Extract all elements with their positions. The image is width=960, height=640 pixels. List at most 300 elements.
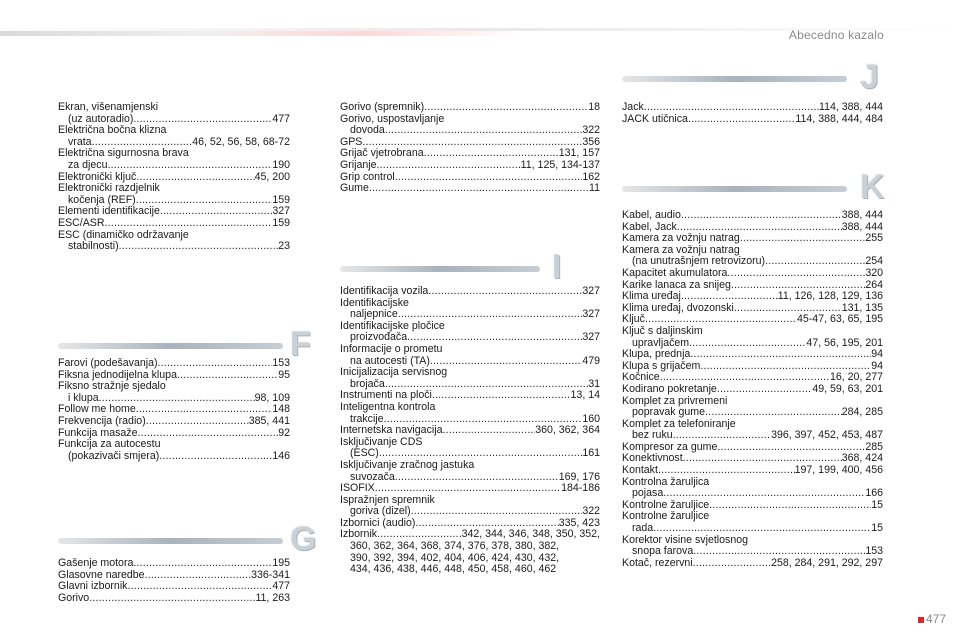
index-entry-line: [58, 558, 290, 570]
index-page-refs: 388, 444: [841, 209, 883, 221]
index-term: Fiksno stražnje sjedalo: [58, 380, 166, 393]
index-term: goriva (dizel): [350, 505, 411, 518]
dot-leader: [375, 483, 561, 495]
index-page-refs: 336-341: [251, 568, 290, 581]
index-entry-line: [58, 416, 290, 428]
section-letter: G: [290, 520, 317, 558]
section-letter: K: [860, 168, 885, 206]
index-term: bez ruku: [632, 429, 673, 442]
index-entry: [58, 558, 290, 570]
index-term: Funkcija masaže: [58, 426, 138, 439]
index-term: proizvođača: [350, 331, 408, 344]
index-page-refs: 94: [871, 359, 883, 372]
index-term: Kontrolne žaruljice: [622, 498, 710, 511]
dot-leader: [644, 102, 819, 114]
dot-leader: [705, 407, 842, 419]
index-term: Konektivnost: [622, 452, 683, 465]
page-marker: [918, 617, 924, 623]
index-term: suvozača: [350, 470, 395, 483]
index-term: Follow me home: [58, 403, 136, 416]
index-term: na autocesti (TA): [350, 354, 430, 367]
index-term: Jack: [622, 101, 644, 113]
index-entry-line: [622, 407, 883, 419]
dot-leader: [432, 390, 571, 402]
index-page-refs: 159: [272, 216, 290, 229]
index-term: Gume: [340, 182, 369, 195]
index-term: dovoda: [350, 124, 385, 137]
index-term: Farovi (podešavanja): [58, 357, 158, 369]
index-entry: [340, 321, 600, 344]
index-term: Identifikacijske: [340, 296, 409, 309]
index-entry: [622, 102, 883, 114]
index-entry: [58, 381, 290, 404]
index-entry: [622, 114, 883, 126]
index-term: ESC/ASR: [58, 216, 105, 229]
dot-leader: [160, 206, 272, 218]
section-header-i: [340, 248, 605, 288]
section-divider-bar: [58, 538, 283, 544]
dot-leader: [424, 102, 588, 114]
index-entry-line: [340, 102, 600, 114]
index-page-refs: 396, 397, 452, 453, 487: [771, 429, 883, 442]
index-entry-line: [622, 349, 883, 361]
index-entry: [58, 416, 290, 428]
index-page-refs: 11: [589, 182, 600, 195]
index-entry: [58, 218, 290, 230]
index-term: Elementi identifikacije: [58, 205, 160, 218]
index-term: Grijač vjetrobrana: [340, 147, 424, 160]
index-term: Klima uređaj, dvozonski: [622, 301, 734, 314]
dot-leader: [411, 506, 583, 518]
index-entry: [58, 125, 290, 148]
dot-leader: [428, 286, 582, 298]
index-entry: [622, 268, 883, 280]
index-page-refs: 327: [272, 205, 290, 218]
index-page-refs: 342, 344, 346, 348, 350, 352,: [461, 528, 600, 541]
dot-leader: [127, 581, 272, 593]
section-letter: I: [552, 248, 562, 286]
index-entry: [340, 367, 600, 390]
header-accent-line: [0, 31, 520, 36]
index-entry-line: [58, 160, 290, 172]
index-entry-line: [622, 465, 883, 477]
index-entry-line: [58, 183, 290, 195]
index-term: Gorivo (spremnik): [340, 101, 425, 113]
index-entry-line: [622, 291, 883, 303]
index-entry-line: [622, 523, 883, 535]
section-divider-bar: [58, 343, 283, 349]
index-entry-line: [340, 183, 600, 195]
index-page-refs: 254: [865, 255, 883, 268]
dot-leader: [105, 218, 273, 230]
index-entry-line: [622, 102, 883, 114]
dot-leader: [89, 593, 255, 605]
index-page-refs: 477: [272, 580, 290, 593]
index-term: Inicijalizacija servisnog: [340, 366, 448, 379]
index-term: Isključivanje zračnog jastuka: [340, 458, 475, 471]
index-term: Karike lanaca za snijeg: [622, 278, 731, 291]
index-entry: [58, 593, 290, 605]
index-page-refs: 47, 56, 195, 201: [806, 336, 883, 349]
index-entry: [340, 344, 600, 367]
index-term: Kontakt: [622, 464, 658, 477]
index-entry-line: [622, 511, 883, 523]
index-page-refs: 11, 126, 128, 129, 136: [777, 290, 883, 303]
index-term: Kabel, audio: [622, 209, 681, 221]
index-term: Kapacitet akumulatora: [622, 266, 728, 279]
dot-leader: [688, 114, 795, 126]
dot-leader: [653, 523, 871, 535]
index-entry-line: [340, 286, 600, 298]
index-term: upravljačem: [632, 336, 690, 349]
index-term: Izbornici (audio): [340, 516, 416, 529]
index-page-refs: 160: [582, 412, 600, 425]
index-page-refs: 114, 388, 444, 484: [795, 112, 883, 125]
page-header-title: Abecedno kazalo: [788, 28, 884, 42]
index-term: Električna sigurnosna brava: [58, 147, 189, 160]
index-entry: [622, 326, 883, 349]
index-entry: [58, 230, 290, 253]
index-term: ISOFIX: [340, 482, 375, 495]
index-entry: [340, 460, 600, 483]
index-entry: [622, 349, 883, 361]
index-entry-line: [622, 268, 883, 280]
index-page-refs: 169, 176: [558, 470, 600, 483]
index-term: Gorivo, uspostavljanje: [340, 112, 445, 125]
index-section-j: [622, 102, 883, 125]
dot-leader: [145, 570, 252, 582]
index-term: Kotač, rezervni: [622, 556, 693, 569]
index-page-refs: 148: [272, 403, 290, 416]
index-term: kočenja (REF): [68, 193, 136, 206]
index-page-refs: 46, 52, 56, 58, 68-72: [192, 135, 290, 148]
index-entry: [622, 245, 883, 268]
index-term: Gorivo: [58, 591, 90, 604]
index-page-refs: 114, 388, 444: [818, 101, 883, 113]
index-column-2-top: [340, 102, 600, 195]
dot-leader: [119, 241, 279, 253]
index-term: JACK utičnica: [622, 112, 688, 125]
index-term: Ključ s daljinskim: [622, 324, 703, 337]
index-page-refs: 284, 285: [841, 406, 883, 419]
index-entry: [340, 529, 600, 575]
index-page-refs: 161: [582, 447, 600, 460]
index-entry-line: [340, 483, 600, 495]
index-term: Grijanje: [340, 158, 377, 171]
index-entry-line: [58, 451, 290, 463]
index-entry-line: [340, 172, 600, 184]
index-page-refs: 11, 263: [255, 591, 290, 604]
index-page-refs: 23: [278, 240, 290, 253]
dot-leader: [385, 125, 583, 137]
index-page-refs: 360, 362, 364: [535, 424, 600, 437]
index-page-refs: 153: [865, 545, 883, 558]
index-page-refs: 49, 59, 63, 201: [812, 382, 883, 395]
section-divider-bar: [622, 76, 847, 82]
index-entry-line: [58, 102, 290, 114]
index-term: rada: [632, 522, 654, 535]
index-term: trakcije: [350, 412, 384, 425]
index-entry: [58, 439, 290, 462]
index-entry: [340, 114, 600, 137]
index-page-refs: 258, 284, 291, 292, 297: [771, 556, 883, 569]
index-page-refs: 388, 444: [841, 220, 883, 233]
index-page-refs: 159: [272, 193, 290, 206]
dot-leader: [740, 233, 866, 245]
index-page-refs: 166: [865, 487, 883, 500]
index-entry-line: [58, 218, 290, 230]
index-page-refs: 385, 441: [248, 414, 290, 427]
index-page-refs: 368, 424: [841, 452, 883, 465]
section-header-j: [622, 58, 890, 98]
index-term: Identifikacija vozila: [340, 285, 429, 297]
index-entry: [622, 465, 883, 477]
index-page-refs: 92: [278, 426, 290, 439]
index-term: Klupa, prednja: [622, 348, 691, 361]
index-entry-line: [340, 564, 600, 576]
index-term: snopa farova: [632, 545, 694, 558]
index-page-refs: 131, 157: [558, 147, 600, 160]
index-page-refs: 322: [582, 124, 600, 137]
index-entry: [340, 483, 600, 495]
index-entry: [58, 183, 290, 206]
index-entry: [340, 286, 600, 298]
index-entry: [622, 511, 883, 534]
index-page-refs: 479: [582, 354, 600, 367]
index-term: Kodirano pokretanje: [622, 382, 717, 395]
index-entry-line: [622, 114, 883, 126]
dot-leader: [709, 500, 871, 512]
dot-leader: [133, 558, 272, 570]
index-page-refs: 13, 14: [570, 389, 600, 402]
index-continuation-text: 360, 362, 364, 368, 374, 376, 378, 380, 382,: [350, 540, 560, 553]
index-page-refs: 18: [588, 101, 600, 113]
dot-leader: [395, 472, 559, 484]
index-entry: [622, 535, 883, 558]
index-term: ESC (dinamičko održavanje: [58, 228, 189, 241]
index-continuation-text: 434, 436, 438, 446, 448, 450, 458, 460, 462: [350, 563, 557, 576]
index-page-refs: 190: [272, 158, 290, 171]
index-entry: [340, 298, 600, 321]
index-entry: [340, 495, 600, 518]
index-term: Kompresor za gume: [622, 440, 718, 453]
index-term: Grip control: [340, 170, 395, 183]
index-entry: [340, 402, 600, 425]
index-term: Glasovne naredbe: [58, 568, 145, 581]
index-term: Frekvencija (radio): [58, 414, 146, 427]
dot-leader: [717, 384, 812, 396]
index-page-refs: 197, 199, 400, 456: [794, 464, 883, 477]
index-term: (ESC): [350, 447, 379, 460]
dot-leader: [681, 210, 842, 222]
index-term: Elektronički razdjelnik: [58, 182, 160, 195]
index-term: Električna bočna klizna: [58, 124, 167, 137]
index-entry: [340, 437, 600, 460]
index-term: pojasa: [632, 487, 664, 500]
section-divider-bar: [622, 186, 847, 192]
index-page-refs: 356: [582, 135, 600, 148]
dot-leader: [430, 356, 582, 368]
index-entry-line: [340, 367, 600, 379]
index-term: Glavni izbornik: [58, 580, 128, 593]
index-section-i: [340, 286, 600, 576]
index-section-k: [622, 210, 883, 569]
index-page-refs: 45, 200: [254, 170, 290, 183]
index-page-refs: 335, 423: [558, 516, 600, 529]
index-entry-line: [340, 402, 600, 414]
dot-leader: [369, 183, 589, 195]
index-page-refs: 162: [582, 170, 600, 183]
section-header-k: [622, 168, 890, 208]
index-page-refs: 98, 109: [254, 391, 290, 404]
index-term: Internetska navigacija: [340, 424, 443, 437]
dot-leader: [377, 160, 521, 172]
section-letter: F: [290, 325, 311, 363]
index-term: Fiksna jednodijelna klupa: [58, 368, 177, 381]
index-continuation-text: 390, 392, 394, 402, 404, 406, 424, 430, 432,: [350, 551, 560, 564]
index-entry: [340, 160, 600, 172]
dot-leader: [146, 416, 249, 428]
index-entry-line: [340, 125, 600, 137]
index-page-refs: 322: [582, 505, 600, 518]
index-term: Kamera za vožnju natrag: [622, 243, 740, 256]
index-term: GPS: [340, 135, 363, 148]
index-entry: [340, 425, 600, 437]
section-letter: J: [860, 58, 879, 96]
dot-leader: [765, 256, 865, 268]
index-entry: [340, 172, 600, 184]
index-term: Ispražnjen spremnik: [340, 493, 435, 506]
index-term: za djecu: [68, 158, 108, 171]
index-column-1-top: [58, 102, 290, 253]
index-page-refs: 320: [865, 266, 883, 279]
index-term: Ključ: [622, 313, 645, 326]
index-page-refs: 31: [588, 377, 600, 390]
dot-leader: [177, 370, 278, 382]
index-page-refs: 285: [865, 440, 883, 453]
index-page-refs: 264: [865, 278, 883, 291]
index-term: Ekran, višenamjenski: [58, 101, 159, 113]
index-term: Kabel, Jack: [622, 220, 677, 233]
index-term: Kontrolna žaruljica: [622, 475, 710, 488]
index-term: Funkcija za autocestu: [58, 438, 161, 451]
index-entry-line: [622, 384, 883, 396]
index-entry-line: [340, 344, 600, 356]
section-divider-bar: [340, 266, 540, 272]
index-page-refs: 11, 125, 134-137: [520, 158, 600, 171]
index-entry-line: [622, 210, 883, 222]
index-term: Kamera za vožnju natrag: [622, 232, 740, 245]
index-term: Korektor visine svjetlosnog: [622, 533, 749, 546]
index-entry-line: [58, 241, 290, 253]
index-page-refs: 131, 135: [841, 301, 883, 314]
index-term: naljepnice: [350, 308, 398, 321]
dot-leader: [442, 425, 535, 437]
index-term: Komplet za privremeni: [622, 394, 728, 407]
dot-leader: [107, 160, 272, 172]
index-entry-line: [340, 437, 600, 449]
index-term: Elektronički ključ: [58, 170, 137, 183]
index-term: Kontrolne žaruljice: [622, 510, 710, 523]
index-entry: [58, 148, 290, 171]
index-term: Klupa s grijačem: [622, 359, 701, 372]
index-page-refs: 95: [278, 368, 290, 381]
index-entry: [58, 358, 290, 370]
index-page-refs: 477: [272, 112, 290, 125]
index-term: Inteligentna kontrola: [340, 400, 436, 413]
index-term: Instrumenti na ploči: [340, 389, 432, 402]
section-header-g: [58, 520, 317, 560]
index-page-refs: 45-47, 63, 65, 195: [797, 313, 883, 326]
index-page-refs: 184-186: [561, 482, 600, 495]
index-entry: [622, 558, 883, 570]
index-term: Isključivanje CDS: [340, 435, 423, 448]
index-page-refs: 15: [871, 522, 883, 535]
index-page-refs: 255: [865, 232, 883, 245]
index-entry: [622, 419, 883, 442]
index-entry-line: [58, 358, 290, 370]
index-page-refs: 327: [582, 308, 600, 321]
index-page-refs: 327: [582, 331, 600, 344]
dot-leader: [395, 172, 583, 184]
dot-leader: [690, 349, 871, 361]
dot-leader: [658, 465, 795, 477]
index-page-refs: 327: [582, 285, 600, 297]
index-page-refs: 146: [272, 449, 290, 462]
index-entry-line: [58, 593, 290, 605]
dot-leader: [158, 358, 273, 370]
index-section-g: [58, 558, 290, 604]
index-term: stabilnosti): [68, 240, 119, 253]
index-page-refs: 15: [871, 498, 883, 511]
dot-leader: [693, 558, 771, 570]
index-term: Komplet za telefoniranje: [622, 417, 736, 430]
index-page-refs: 16, 20, 277: [829, 371, 883, 384]
index-entry: [622, 396, 883, 419]
index-page-refs: 153: [272, 357, 290, 369]
index-section-f: [58, 358, 290, 462]
index-entry-line: [58, 439, 290, 451]
index-entry: [340, 183, 600, 195]
index-entry-line: [340, 425, 600, 437]
index-term: (pokazivači smjera): [68, 449, 160, 462]
index-term: Kočnice: [622, 371, 660, 384]
index-entry: [622, 384, 883, 396]
index-term: popravak gume: [632, 406, 706, 419]
index-term: (uz autoradio): [68, 112, 134, 125]
index-entry-line: [622, 326, 883, 338]
index-term: Izbornik: [340, 528, 378, 541]
page-number: 477: [925, 612, 946, 626]
index-term: Informacije o prometu: [340, 342, 443, 355]
index-page-refs: 94: [871, 348, 883, 361]
index-entry: [58, 102, 290, 125]
index-term: Klima uređaj: [622, 290, 681, 303]
index-entry: [340, 102, 600, 114]
index-term: i klupa: [68, 391, 99, 404]
index-entry: [622, 210, 883, 222]
index-entry-line: [340, 460, 600, 472]
index-term: (na unutrašnjem retrovizoru): [632, 255, 766, 268]
index-term: Identifikacijske pločice: [340, 319, 445, 332]
index-entry: [622, 477, 883, 500]
index-entry: [622, 291, 883, 303]
index-term: brojača: [350, 377, 385, 390]
dot-leader: [159, 451, 272, 463]
dot-leader: [689, 338, 806, 350]
index-term: Gašenje motora: [58, 557, 134, 569]
index-entry-line: [622, 558, 883, 570]
